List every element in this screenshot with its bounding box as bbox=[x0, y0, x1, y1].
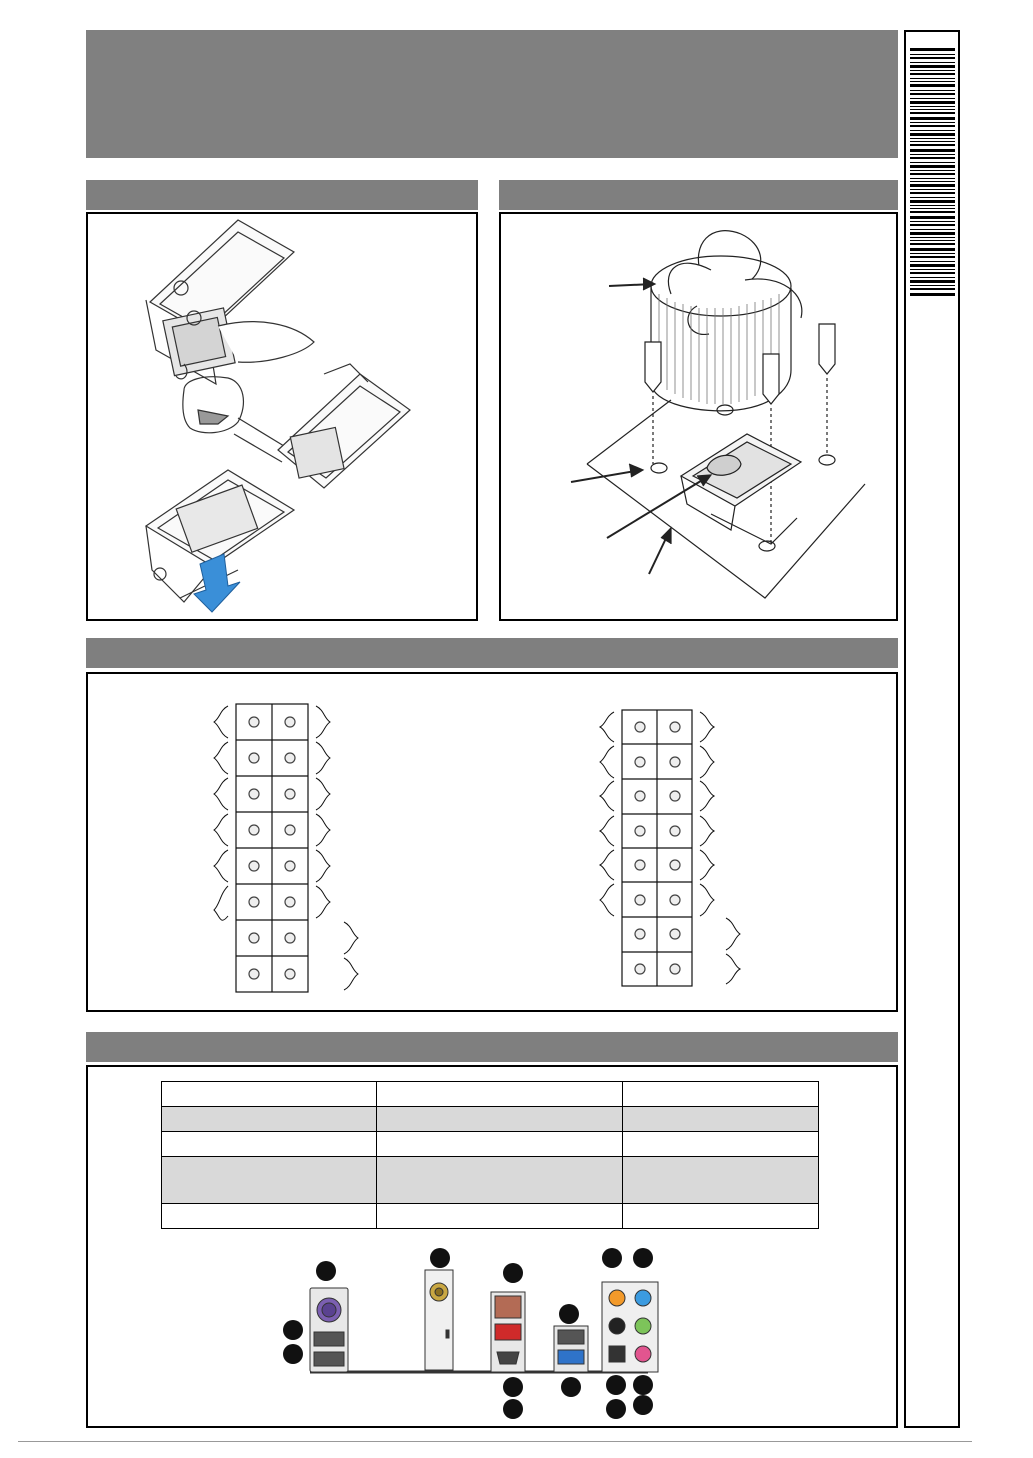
callout-icon bbox=[561, 1377, 581, 1397]
table-cell bbox=[377, 1082, 623, 1107]
callout-icon bbox=[503, 1377, 523, 1397]
table-cell bbox=[162, 1082, 377, 1107]
usb-port-icon bbox=[314, 1332, 344, 1346]
table-row bbox=[162, 1157, 819, 1204]
lan-usb-stack bbox=[491, 1292, 525, 1372]
cpu-install-panel bbox=[86, 212, 478, 621]
heatsink-illustration bbox=[501, 214, 896, 619]
usb-port-icon bbox=[558, 1330, 584, 1344]
optical-port-icon bbox=[609, 1346, 625, 1362]
antenna-connector bbox=[425, 1270, 453, 1370]
usb-port-icon bbox=[495, 1324, 521, 1340]
table-cell bbox=[623, 1107, 819, 1132]
audio-jack-icon bbox=[635, 1290, 651, 1306]
ps2-usb-stack bbox=[310, 1288, 348, 1372]
left-pin-header bbox=[214, 704, 358, 992]
spec-table bbox=[161, 1081, 819, 1229]
barcode-icon bbox=[910, 48, 955, 298]
callout-icon bbox=[606, 1375, 626, 1395]
press-down-arrow-icon bbox=[194, 554, 240, 612]
display-port-icon bbox=[497, 1352, 519, 1364]
table-row bbox=[162, 1204, 819, 1229]
pin-header-diagrams bbox=[88, 674, 896, 1010]
callout-icon bbox=[633, 1395, 653, 1415]
table-cell bbox=[162, 1157, 377, 1204]
callout-icon bbox=[503, 1399, 523, 1419]
table-row bbox=[162, 1132, 819, 1157]
usb3-port-icon bbox=[558, 1350, 584, 1364]
table-cell bbox=[377, 1204, 623, 1229]
usb-port-icon bbox=[314, 1352, 344, 1366]
table-cell bbox=[162, 1132, 377, 1157]
header-pinouts-header bbox=[86, 638, 898, 668]
callout-icon bbox=[283, 1344, 303, 1364]
audio-stack bbox=[602, 1282, 658, 1372]
callout-icon bbox=[503, 1263, 523, 1283]
table-row bbox=[162, 1107, 819, 1132]
audio-jack-icon bbox=[609, 1290, 625, 1306]
io-back-panel-illustration bbox=[280, 1246, 680, 1422]
right-pin-header bbox=[600, 710, 740, 986]
table-cell bbox=[162, 1107, 377, 1132]
table-cell bbox=[377, 1132, 623, 1157]
cpu-install-illustration bbox=[88, 214, 476, 619]
callout-icon bbox=[430, 1248, 450, 1268]
cpu-install-header bbox=[86, 180, 478, 210]
audio-jack-icon bbox=[635, 1346, 651, 1362]
table-cell bbox=[623, 1157, 819, 1204]
callout-icon bbox=[633, 1375, 653, 1395]
usb3-stack bbox=[554, 1326, 588, 1372]
table-cell bbox=[623, 1204, 819, 1229]
table-cell bbox=[377, 1157, 623, 1204]
lan-port-icon bbox=[495, 1296, 521, 1318]
table-cell bbox=[623, 1132, 819, 1157]
audio-jack-icon bbox=[609, 1318, 625, 1334]
table-cell bbox=[162, 1204, 377, 1229]
footer-rule bbox=[18, 1441, 972, 1442]
heatsink-install-panel bbox=[499, 212, 898, 621]
page-title-banner bbox=[86, 30, 898, 158]
callout-icon bbox=[283, 1320, 303, 1340]
callout-icon bbox=[633, 1248, 653, 1268]
table-cell bbox=[623, 1082, 819, 1107]
heatsink-install-header bbox=[499, 180, 898, 210]
callout-icon bbox=[602, 1248, 622, 1268]
callout-icon bbox=[606, 1399, 626, 1419]
table-cell bbox=[377, 1107, 623, 1132]
table-row bbox=[162, 1082, 819, 1107]
header-pinouts-panel bbox=[86, 672, 898, 1012]
callout-icon bbox=[316, 1261, 336, 1281]
callout-icon bbox=[559, 1304, 579, 1324]
audio-jack-icon bbox=[635, 1318, 651, 1334]
io-panel-header bbox=[86, 1032, 898, 1062]
